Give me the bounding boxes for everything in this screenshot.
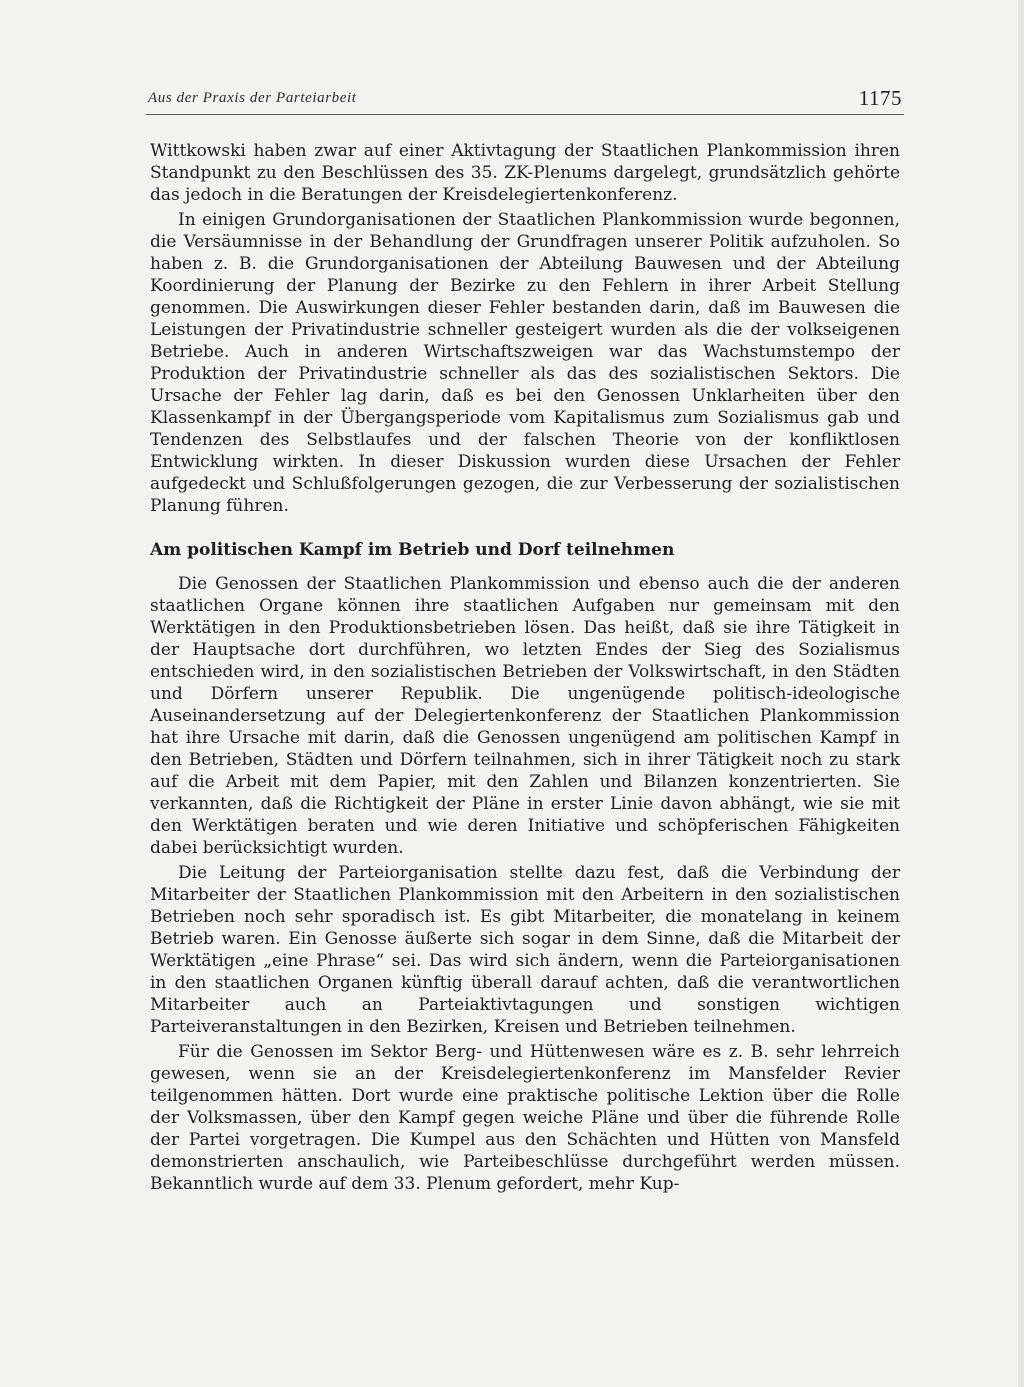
page-edge [1018, 0, 1024, 1387]
paragraph-leitung: Die Leitung der Parteiorganisation stellte dazu fest, daß die Verbindung der Mitarbeiter der Staatlichen Plankommission mit den Arbeitern in den sozialistischen Betrieben noch sehr sporadisch ist. Es gibt Mitarbeiter, die monatelang in keinem Betrieb waren. Ein Genosse äußerte sich sogar in dem Sinne, daß die Mitarbeit der Werktätigen „eine Phrase“ sei. Das wird sich ändern, wenn die Parteiorganisationen in den staatlichen Organen künftig überall darauf achten, daß die verantwortlichen Mitarbeiter auch an Parteiaktivtagungen und sonstigen wichtigen Parteiveranstaltungen in den Bezirken, Kreisen und Betrieben teilnehmen. [150, 863, 900, 1037]
header-rule [146, 114, 904, 115]
paragraph-grundorganisationen: In einigen Grundorganisationen der Staatlichen Plankommission wurde begonnen, die Versäumnisse in der Behandlung der Grundfragen unserer Politik aufzuholen. So haben z. B. die Grundorganisationen der Abteilung Bauwesen und der Abteilung Koordinierung der Planung der Bezirke zu den Fehlern in ihrer Arbeit Stellung genommen. Die Auswirkungen dieser Fehler bestanden darin, daß im Bauwesen die Leistungen der Privatindustrie schneller gesteigert wurden als die der volkseigenen Betriebe. Auch in anderen Wirtschaftszweigen war das Wachstumstempo der Produktion der Privatindustrie schneller als das des sozialistischen Sektors. Die Ursache der Fehler lag darin, daß es bei den Genossen Unklarheiten über den Klassenkampf in der Übergangsperiode vom Kapitalismus zum Sozialismus gab und Tendenzen des Selbstlaufes und der falschen Theorie von der konfliktlosen Entwicklung wirkten. In dieser Diskussion wurden diese Ursachen der Fehler aufgedeckt und Schlußfolgerungen gezogen, die zur Verbesserung der sozialistischen Planung führen. [150, 210, 900, 516]
paragraph-berg-huettenwesen: Für die Genossen im Sektor Berg- und Hüttenwesen wäre es z. B. sehr lehrreich gewesen, wenn sie an der Kreisdelegiertenkonferenz im Mansfelder Revier teilgenommen hätten. Dort wurde eine praktische politische Lektion über die Rolle der Volksmassen, über den Kampf gegen weiche Pläne und über die führende Rolle der Partei vorgetragen. Die Kumpel aus den Schächten und Hütten von Mansfeld demonstrierten anschaulich, wie Parteibeschlüsse durchgeführt werden müssen. Bekanntlich wurde auf dem 33. Plenum gefordert, mehr Kup- [150, 1042, 900, 1194]
page-number: 1175 [858, 86, 902, 110]
running-header-title: Aus der Praxis der Parteiarbeit [148, 90, 357, 106]
section-heading: Am politischen Kampf im Betrieb und Dorf teilnehmen [150, 540, 675, 560]
paragraph-continuation: Wittkowski haben zwar auf einer Aktivtagung der Staatlichen Plankommission ihren Standpunkt zu den Beschlüssen des 35. ZK-Plenums dargelegt, grundsätzlich gehörte das jedoch in die Beratungen der Kreisdelegiertenkonferenz. [150, 141, 900, 205]
paragraph-genossen: Die Genossen der Staatlichen Plankommission und ebenso auch die der anderen staatlichen Organe können ihre staatlichen Aufgaben nur gemeinsam mit den Werktätigen in den Produktionsbetrieben lösen. Das heißt, daß sie ihre Tätigkeit in der Hauptsache dort durchführen, wo letzten Endes der Sieg des Sozialismus entschieden wird, in den sozialistischen Betrieben der Volkswirtschaft, in den Städten und Dörfern unserer Republik. Die ungenügende politisch-ideologische Auseinandersetzung auf der Delegiertenkonferenz der Staatlichen Plankommission hat ihre Ursache mit darin, daß die Genossen ungenügend am politischen Kampf in den Betrieben, Städten und Dörfern teilnahmen, sich in ihrer Tätigkeit noch zu stark auf die Arbeit mit dem Papier, mit den Zahlen und Bilanzen konzentrierten. Sie verkannten, daß die Richtigkeit der Pläne in erster Linie davon abhängt, wie sie mit den Werktätigen beraten und wie deren Initiative und schöpferischen Fähigkeiten dabei berücksichtigt wurden. [150, 574, 900, 858]
body-text [150, 140, 900, 1195]
running-header [148, 86, 902, 112]
